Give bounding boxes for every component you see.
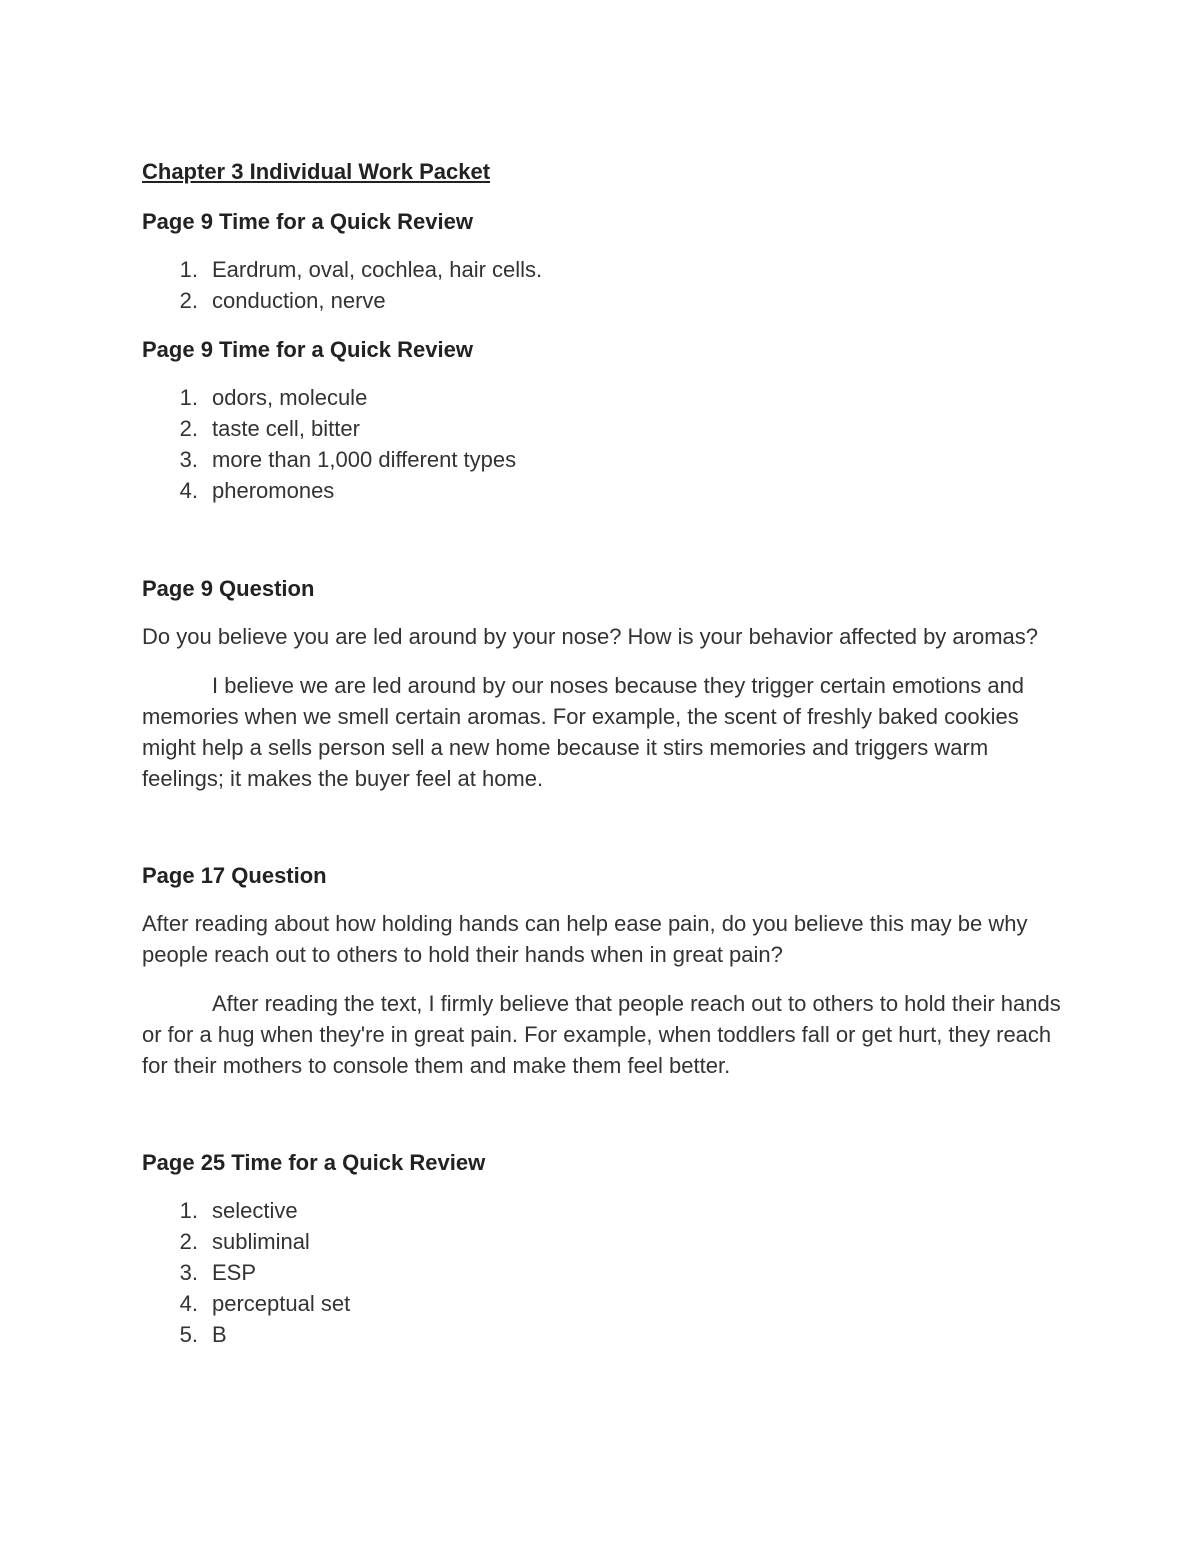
list-item: 4. pheromones — [179, 478, 335, 503]
list-item: 2. taste cell, bitter — [179, 416, 360, 441]
answer-text: I believe we are led around by our noses because they trigger certain emotions and memories when we smell certain aromas. For example, the scent of freshly baked cookies might help a sells person sell a new home because it stirs memories and triggers warm feelings; it makes the buyer feel at home. — [142, 673, 1025, 791]
answer-list — [142, 254, 1062, 316]
list-item: 2. conduction, nerve — [179, 288, 386, 313]
section-question-page-17 — [142, 860, 1062, 1081]
section-quick-review-3 — [142, 1147, 1062, 1350]
list-item: 3. more than 1,000 different types — [179, 447, 517, 472]
list-item: 1. selective — [179, 1198, 298, 1223]
list-item: 2. subliminal — [179, 1229, 310, 1254]
answer-list — [142, 382, 1062, 506]
answer-list — [142, 1195, 1062, 1350]
section-heading: Page 9 Question — [142, 576, 315, 601]
question-text: Do you believe you are led around by your nose? How is your behavior affected by aromas? — [142, 624, 1039, 649]
list-item: 3. ESP — [179, 1260, 257, 1285]
list-item: 1. Eardrum, oval, cochlea, hair cells. — [179, 257, 543, 282]
section-heading: Page 9 Time for a Quick Review — [142, 209, 473, 234]
question-text: After reading about how holding hands can help ease pain, do you believe this may be why people reach out to others to hold their hands when in great pain? — [142, 911, 1028, 967]
section-quick-review-2 — [142, 334, 1062, 506]
answer-text: After reading the text, I firmly believe that people reach out to others to hold their hands or for a hug when they're in great pain. For example, when toddlers fall or get hurt, they reach for their mothers to console them and make them feel better. — [142, 991, 1061, 1078]
section-heading: Page 25 Time for a Quick Review — [142, 1150, 486, 1175]
document-body — [142, 156, 1062, 1350]
list-item: 5. B — [179, 1322, 227, 1347]
document-title: Chapter 3 Individual Work Packet — [142, 159, 491, 184]
section-quick-review-1 — [142, 206, 1062, 316]
list-item: 4. perceptual set — [179, 1291, 351, 1316]
section-heading: Page 17 Question — [142, 863, 327, 888]
section-question-page-9 — [142, 573, 1062, 794]
section-heading: Page 9 Time for a Quick Review — [142, 337, 473, 362]
list-item: 1. odors, molecule — [179, 385, 368, 410]
